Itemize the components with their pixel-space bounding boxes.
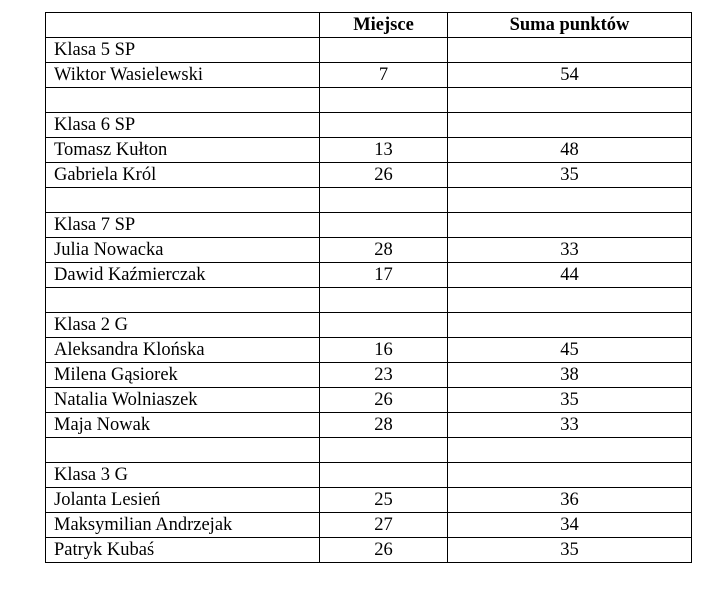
student-row <box>46 63 692 88</box>
points-cell: 33 <box>448 238 692 263</box>
header-row <box>46 13 692 38</box>
name-cell: Klasa 5 SP <box>46 38 320 63</box>
place-cell <box>320 188 448 213</box>
student-row <box>46 538 692 563</box>
name-cell: Tomasz Kułton <box>46 138 320 163</box>
student-row <box>46 363 692 388</box>
points-cell: 34 <box>448 513 692 538</box>
name-cell: Maja Nowak <box>46 413 320 438</box>
points-cell <box>448 38 692 63</box>
place-cell <box>320 88 448 113</box>
place-cell: 23 <box>320 363 448 388</box>
name-cell: Klasa 7 SP <box>46 213 320 238</box>
class-group-row <box>46 113 692 138</box>
points-cell: 48 <box>448 138 692 163</box>
place-cell: 26 <box>320 163 448 188</box>
place-cell <box>320 463 448 488</box>
place-cell: 27 <box>320 513 448 538</box>
name-cell: Milena Gąsiorek <box>46 363 320 388</box>
class-group-row <box>46 313 692 338</box>
place-cell <box>320 113 448 138</box>
header-name <box>46 13 320 38</box>
points-cell: 35 <box>448 163 692 188</box>
student-row <box>46 263 692 288</box>
place-cell <box>320 438 448 463</box>
points-cell: 35 <box>448 388 692 413</box>
points-cell: 35 <box>448 538 692 563</box>
points-cell <box>448 88 692 113</box>
place-cell: 28 <box>320 413 448 438</box>
spacer-row <box>46 188 692 213</box>
place-cell: 17 <box>320 263 448 288</box>
points-cell <box>448 463 692 488</box>
results-table <box>45 12 692 563</box>
name-cell: Wiktor Wasielewski <box>46 63 320 88</box>
points-cell <box>448 438 692 463</box>
spacer-row <box>46 438 692 463</box>
name-cell: Dawid Kaźmierczak <box>46 263 320 288</box>
student-row <box>46 138 692 163</box>
points-cell <box>448 113 692 138</box>
place-cell: 26 <box>320 538 448 563</box>
name-cell <box>46 88 320 113</box>
name-cell: Maksymilian Andrzejak <box>46 513 320 538</box>
points-cell: 33 <box>448 413 692 438</box>
student-row <box>46 413 692 438</box>
place-cell <box>320 313 448 338</box>
name-cell <box>46 438 320 463</box>
student-row <box>46 488 692 513</box>
place-cell <box>320 213 448 238</box>
spacer-row <box>46 88 692 113</box>
header-place: Miejsce <box>320 13 448 38</box>
student-row <box>46 163 692 188</box>
points-cell: 44 <box>448 263 692 288</box>
points-cell: 38 <box>448 363 692 388</box>
name-cell: Klasa 6 SP <box>46 113 320 138</box>
points-cell: 45 <box>448 338 692 363</box>
points-cell <box>448 188 692 213</box>
student-row <box>46 513 692 538</box>
place-cell: 25 <box>320 488 448 513</box>
points-cell <box>448 213 692 238</box>
place-cell: 13 <box>320 138 448 163</box>
student-row <box>46 388 692 413</box>
name-cell <box>46 188 320 213</box>
name-cell: Gabriela Król <box>46 163 320 188</box>
place-cell <box>320 288 448 313</box>
student-row <box>46 238 692 263</box>
points-cell: 36 <box>448 488 692 513</box>
class-group-row <box>46 38 692 63</box>
place-cell: 28 <box>320 238 448 263</box>
place-cell: 26 <box>320 388 448 413</box>
name-cell: Julia Nowacka <box>46 238 320 263</box>
name-cell: Jolanta Lesień <box>46 488 320 513</box>
points-cell <box>448 288 692 313</box>
name-cell <box>46 288 320 313</box>
name-cell: Patryk Kubaś <box>46 538 320 563</box>
place-cell <box>320 38 448 63</box>
name-cell: Klasa 3 G <box>46 463 320 488</box>
name-cell: Aleksandra Klońska <box>46 338 320 363</box>
name-cell: Natalia Wolniaszek <box>46 388 320 413</box>
points-cell <box>448 313 692 338</box>
name-cell: Klasa 2 G <box>46 313 320 338</box>
place-cell: 16 <box>320 338 448 363</box>
class-group-row <box>46 463 692 488</box>
place-cell: 7 <box>320 63 448 88</box>
class-group-row <box>46 213 692 238</box>
header-points: Suma punktów <box>448 13 692 38</box>
results-body <box>46 38 692 563</box>
student-row <box>46 338 692 363</box>
points-cell: 54 <box>448 63 692 88</box>
spacer-row <box>46 288 692 313</box>
